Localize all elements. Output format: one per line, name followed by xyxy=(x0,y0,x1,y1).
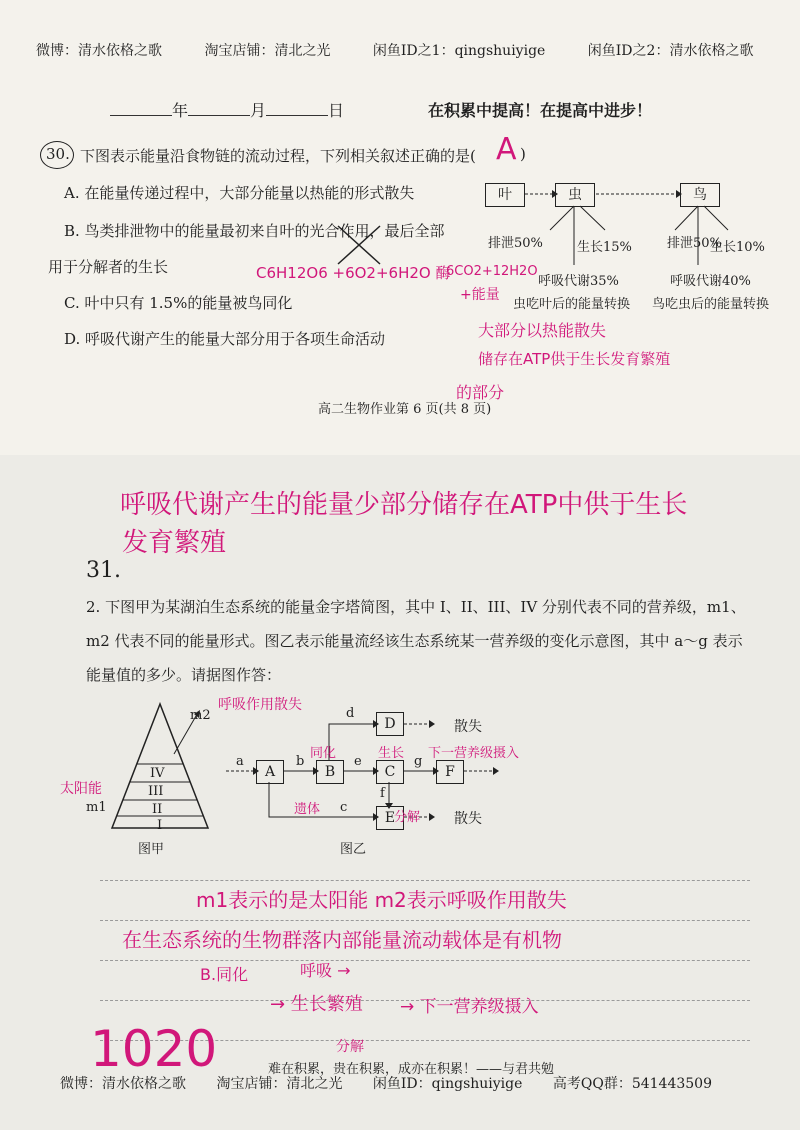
hw-note2: 储存在ATP供于生长发育繁殖 xyxy=(478,350,671,368)
motto: 在积累中提高！在提高中进步！ xyxy=(428,101,653,120)
q30-number: 30. xyxy=(46,145,70,163)
date-line xyxy=(110,98,344,121)
flow-box-f: F xyxy=(436,760,464,784)
flow-box-a: A xyxy=(256,760,284,784)
pyramid-m2: m2 xyxy=(190,708,211,723)
hw-q31-number: 31. xyxy=(86,558,121,583)
pyramid-level-2: II xyxy=(152,802,163,817)
q30-stem-end: ) xyxy=(520,145,526,163)
node-leaf: 叶 xyxy=(485,183,525,207)
footer-taobao: 淘宝店铺：清北之光 xyxy=(216,1076,343,1092)
date-month: 月 xyxy=(250,101,267,120)
label-resp2: 呼吸代谢40% xyxy=(670,274,751,289)
footer-qq: 高考QQ群：541443509 xyxy=(552,1076,712,1092)
flow-box-e: E xyxy=(376,806,404,830)
date-day: 日 xyxy=(328,101,345,120)
hw-ans3b: 呼吸 → xyxy=(300,961,351,980)
label-resp1: 呼吸代谢35% xyxy=(538,274,619,289)
label-excrete1: 排泄50% xyxy=(488,236,543,251)
answer-rule-3 xyxy=(100,960,750,961)
label-grow2: 生长10% xyxy=(710,240,765,255)
footer-weibo: 微博：清水依格之歌 xyxy=(60,1076,186,1092)
pyramid-m1: m1 xyxy=(86,800,107,815)
hw-top-note1: 呼吸代谢产生的能量少部分储存在ATP中供于生长 xyxy=(120,490,688,520)
flow-label-a: a xyxy=(236,754,244,769)
hw-answer: A xyxy=(496,132,517,167)
flow-box-c: C xyxy=(376,760,404,784)
flow-label-g: g xyxy=(414,754,423,769)
q30-option-d: D. 呼吸代谢产生的能量大部分用于各项生命活动 xyxy=(64,330,386,348)
flow-loss1: 散失 xyxy=(454,719,482,735)
hw-eq3: +能量 xyxy=(460,287,500,303)
answer-rule-2 xyxy=(100,920,750,921)
hw-note3: 的部分 xyxy=(456,383,505,402)
q30-option-a: A. 在能量传递过程中，大部分能量以热能的形式散失 xyxy=(64,184,415,202)
hw-next-tag: 下一营养级摄入 xyxy=(428,746,520,761)
caption2: 鸟吃虫后的能量转换 xyxy=(652,297,770,312)
hw-ans3e: 分解 xyxy=(336,1039,364,1055)
header-xianyu2: 闲鱼ID之2：清水依格之歌 xyxy=(587,43,754,59)
label-grow1: 生长15% xyxy=(577,240,632,255)
answer-rule-1 xyxy=(100,880,750,881)
page-header xyxy=(36,40,791,60)
caption-fig-a: 图甲 xyxy=(138,842,165,857)
hw-note1: 大部分以热能散失 xyxy=(478,321,607,340)
node-bird: 鸟 xyxy=(680,183,720,207)
page-number: 高二生物作业第 6 页(共 8 页) xyxy=(318,402,492,417)
hw-top-note2: 发育繁殖 xyxy=(122,528,227,558)
hw-big-number: 1020 xyxy=(90,1020,218,1078)
q31-stem1: 2. 下图甲为某湖泊生态系统的能量金字塔简图，其中 I、II、III、IV 分别代表不同的营养级，m1、 xyxy=(86,598,746,616)
hw-e-tag: 分解 xyxy=(394,810,421,825)
flow-box-d: D xyxy=(376,712,404,736)
hw-ans3a: B.同化 xyxy=(200,965,249,984)
flow-label-d: d xyxy=(346,706,355,721)
flow-label-e: e xyxy=(354,754,362,769)
flow-box-b: B xyxy=(316,760,344,784)
label-excrete2: 排泄50% xyxy=(667,236,722,251)
hw-pyr-resp: 呼吸作用散失 xyxy=(218,697,302,713)
flow-label-b: b xyxy=(296,754,305,769)
pyramid-level-3: III xyxy=(148,784,164,799)
hw-b-tag: 同化 xyxy=(310,746,337,761)
q30-option-b1: B. 鸟类排泄物中的能量最初来自叶的光合作用，最后全部 xyxy=(64,222,445,240)
caption-fig-b: 图乙 xyxy=(340,842,367,857)
q31-stem3: 能量值的多少。请据图作答： xyxy=(86,666,282,684)
hw-ans3d: → 下一营养级摄入 xyxy=(400,997,539,1017)
header-weibo: 微博：清水依格之歌 xyxy=(36,43,162,59)
flow-loss2: 散失 xyxy=(454,811,482,827)
flow-label-c: c xyxy=(340,800,348,815)
hw-eq1: C6H12O6 +6O2+6H2O 酶 xyxy=(256,264,451,282)
hw-ans3c: → 生长繁殖 xyxy=(270,994,363,1015)
caption1: 虫吃叶后的能量转换 xyxy=(513,297,631,312)
header-taobao: 淘宝店铺：清北之光 xyxy=(204,43,331,59)
q30-stem: 下图表示能量沿食物链的流动过程，下列相关叙述正确的是( xyxy=(80,147,476,165)
hw-pyr-sun: 太阳能 xyxy=(60,781,102,797)
date-year: 年 xyxy=(172,101,189,120)
hw-ans1: m1表示的是太阳能 m2表示呼吸作用散失 xyxy=(196,888,567,912)
pyramid-level-1: I xyxy=(157,818,163,833)
footer-slogan: 难在积累，贵在积累，成亦在积累！——与君共勉 xyxy=(268,1062,555,1077)
hw-ans2: 在生态系统的生物群落内部能量流动载体是有机物 xyxy=(122,928,562,952)
footer-xianyu: 闲鱼ID：qingshuiyige xyxy=(372,1076,523,1092)
q30-option-c: C. 叶中只有 1.5%的能量被鸟同化 xyxy=(64,294,293,312)
header-xianyu1: 闲鱼ID之1：qingshuiyige xyxy=(372,43,546,59)
q31-stem2: m2 代表不同的能量形式。图乙表示能量流经该生态系统某一营养级的变化示意图，其中 a～g 表示 xyxy=(86,632,743,650)
page-footer-contacts xyxy=(60,1073,738,1093)
node-insect: 虫 xyxy=(555,183,595,207)
q30-option-b2: 用于分解者的生长 xyxy=(48,258,169,276)
hw-c-tag: 生长 xyxy=(378,746,405,761)
hw-ce-tag: 遗体 xyxy=(294,802,321,817)
flow-label-f: f xyxy=(380,786,385,801)
pyramid-level-4: IV xyxy=(150,766,165,781)
hw-eq2: 6CO2+12H2O xyxy=(446,264,538,279)
